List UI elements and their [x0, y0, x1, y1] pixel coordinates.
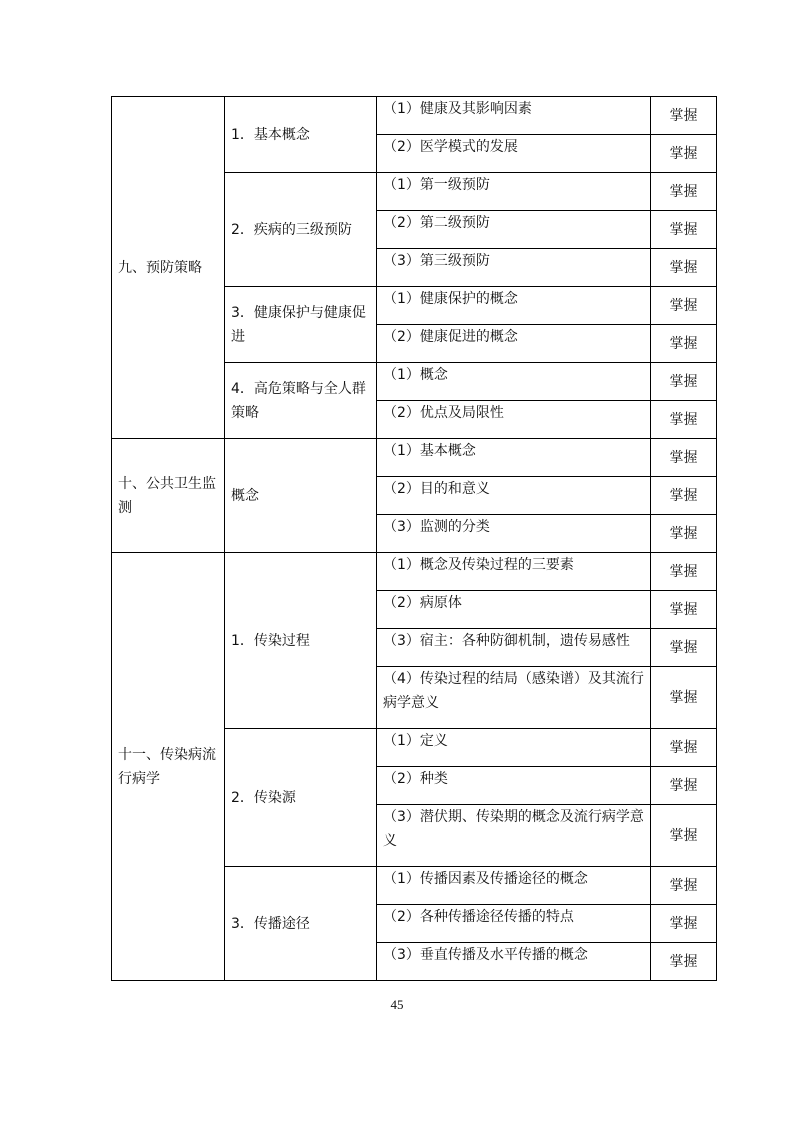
item-text: （1）基本概念 [377, 439, 651, 477]
requirement-level: 掌握 [651, 439, 717, 477]
subsection-title: 1．基本概念 [225, 97, 377, 173]
section-title: 九、预防策略 [112, 97, 225, 439]
table-row [112, 553, 717, 591]
item-text: （2）第二级预防 [377, 211, 651, 249]
requirement-level: 掌握 [651, 477, 717, 515]
requirement-level: 掌握 [651, 629, 717, 667]
requirement-level: 掌握 [651, 591, 717, 629]
section-title: 十一、传染病流行病学 [112, 553, 225, 981]
item-text: （1）第一级预防 [377, 173, 651, 211]
item-text: （3）潜伏期、传染期的概念及流行病学意义 [377, 805, 651, 867]
item-text: （3）宿主：各种防御机制，遗传易感性 [377, 629, 651, 667]
item-text: （1）概念及传染过程的三要素 [377, 553, 651, 591]
item-text: （3）垂直传播及水平传播的概念 [377, 943, 651, 981]
table-row [112, 97, 717, 135]
item-text: （1）概念 [377, 363, 651, 401]
requirement-level: 掌握 [651, 363, 717, 401]
item-text: （2）健康促进的概念 [377, 325, 651, 363]
subsection-title: 1．传染过程 [225, 553, 377, 729]
syllabus-table [111, 96, 717, 981]
item-text: （1）健康保护的概念 [377, 287, 651, 325]
requirement-level: 掌握 [651, 905, 717, 943]
subsection-title: 2．疾病的三级预防 [225, 173, 377, 287]
requirement-level: 掌握 [651, 173, 717, 211]
requirement-level: 掌握 [651, 729, 717, 767]
item-text: （1）定义 [377, 729, 651, 767]
requirement-level: 掌握 [651, 667, 717, 729]
table-row [112, 439, 717, 477]
item-text: （3）第三级预防 [377, 249, 651, 287]
subsection-title: 2．传染源 [225, 729, 377, 867]
item-text: （1）健康及其影响因素 [377, 97, 651, 135]
requirement-level: 掌握 [651, 325, 717, 363]
requirement-level: 掌握 [651, 767, 717, 805]
item-text: （2）优点及局限性 [377, 401, 651, 439]
requirement-level: 掌握 [651, 805, 717, 867]
requirement-level: 掌握 [651, 287, 717, 325]
requirement-level: 掌握 [651, 249, 717, 287]
subsection-title: 概念 [225, 439, 377, 553]
item-text: （1）传播因素及传播途径的概念 [377, 867, 651, 905]
requirement-level: 掌握 [651, 867, 717, 905]
subsection-title: 3．传播途径 [225, 867, 377, 981]
section-title: 十、公共卫生监测 [112, 439, 225, 553]
requirement-level: 掌握 [651, 135, 717, 173]
requirement-level: 掌握 [651, 515, 717, 553]
requirement-level: 掌握 [651, 943, 717, 981]
item-text: （2）医学模式的发展 [377, 135, 651, 173]
page-number: 45 [390, 997, 404, 1012]
item-text: （4）传染过程的结局（感染谱）及其流行病学意义 [377, 667, 651, 729]
requirement-level: 掌握 [651, 553, 717, 591]
requirement-level: 掌握 [651, 211, 717, 249]
requirement-level: 掌握 [651, 401, 717, 439]
requirement-level: 掌握 [651, 97, 717, 135]
subsection-title: 3．健康保护与健康促进 [225, 287, 377, 363]
item-text: （2）目的和意义 [377, 477, 651, 515]
item-text: （2）各种传播途径传播的特点 [377, 905, 651, 943]
item-text: （2）种类 [377, 767, 651, 805]
item-text: （3）监测的分类 [377, 515, 651, 553]
item-text: （2）病原体 [377, 591, 651, 629]
subsection-title: 4．高危策略与全人群策略 [225, 363, 377, 439]
